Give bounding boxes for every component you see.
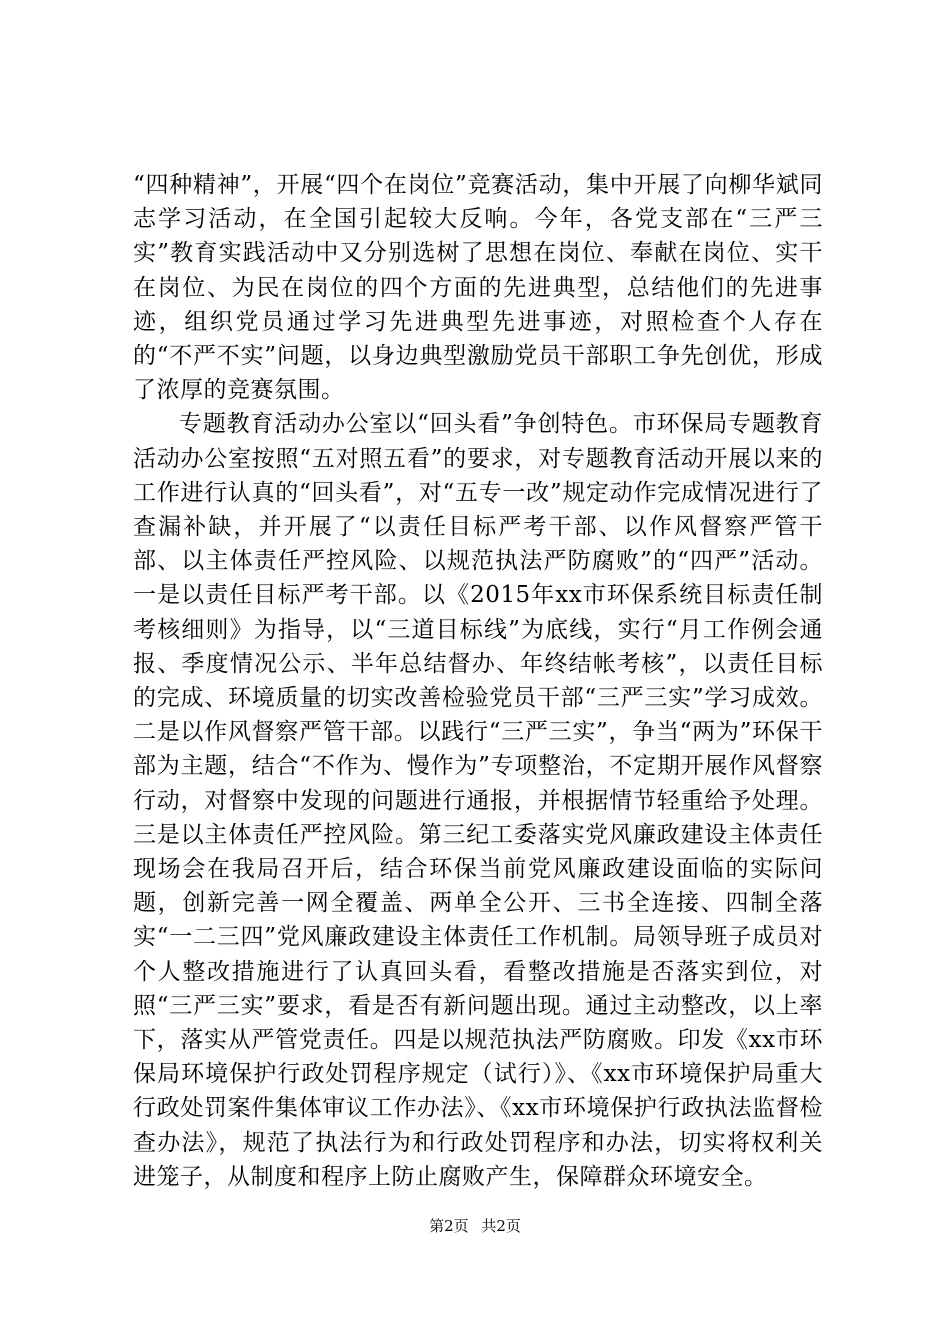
page-number: 第2页 bbox=[429, 1217, 469, 1235]
document-body bbox=[133, 168, 823, 1194]
paragraph-review-activity: 专题教育活动办公室以“回头看”争创特色。市环保局专题教育活动办公室按照“五对照五看”的要求，对专题教育活动开展以来的工作进行认真的“回头看”，对“五专一改”规定动作完成情况进行了查漏补缺，并开展了“以责任目标严考干部、以作风督察严管干部、以主体责任严控风险、以规范执法严防腐败”的“四严”活动。一是以责任目标严考干部。以《2015年xx市环保系统目标责任制考核细则》为指导，以“三道目标线”为底线，实行“月工作例会通报、季度情况公示、半年总结督办、年终结帐考核”，以责任目标的完成、环境质量的切实改善检验党员干部“三严三实”学习成效。二是以作风督察严管干部。以践行“三严三实”，争当“两为”环保干部为主题，结合“不作为、慢作为”专项整治，不定期开展作风督察行动，对督察中发现的问题进行通报，并根据情节轻重给予处理。三是以主体责任严控风险。第三纪工委落实党风廉政建设主体责任现场会在我局召开后，结合环保当前党风廉政建设面临的实际问题，创新完善一网全覆盖、两单全公开、三书全连接、四制全落实“一二三四”党风廉政建设主体责任工作机制。局领导班子成员对个人整改措施进行了认真回头看，看整改措施是否落实到位，对照“三严三实”要求，看是否有新问题出现。通过主动整改，以上率下，落实从严管党责任。四是以规范执法严防腐败。印发《xx市环保局环境保护行政处罚程序规定（试行）》、《xx市环境保护局重大行政处罚案件集体审议工作办法》、《xx市环境保护行政执法监督检查办法》，规范了执法行为和行政处罚程序和办法，切实将权利关进笼子，从制度和程序上防止腐败产生，保障群众环境安全。 bbox=[133, 411, 823, 1190]
paragraph-continuation: “四种精神”，开展“四个在岗位”竞赛活动，集中开展了向柳华斌同志学习活动，在全国引起较大反响。今年，各党支部在“三严三实”教育实践活动中又分别选树了思想在岗位、奉献在岗位、实干在岗位、为民在岗位的四个方面的先进典型，总结他们的先进事迹，组织党员通过学习先进典型先进事迹，对照检查个人存在的“不严不实”问题，以身边典型激励党员干部职工争先创优，形成了浓厚的竞赛氛围。 bbox=[133, 172, 823, 404]
page-footer bbox=[0, 1216, 950, 1236]
page-total: 共2页 bbox=[481, 1217, 521, 1235]
